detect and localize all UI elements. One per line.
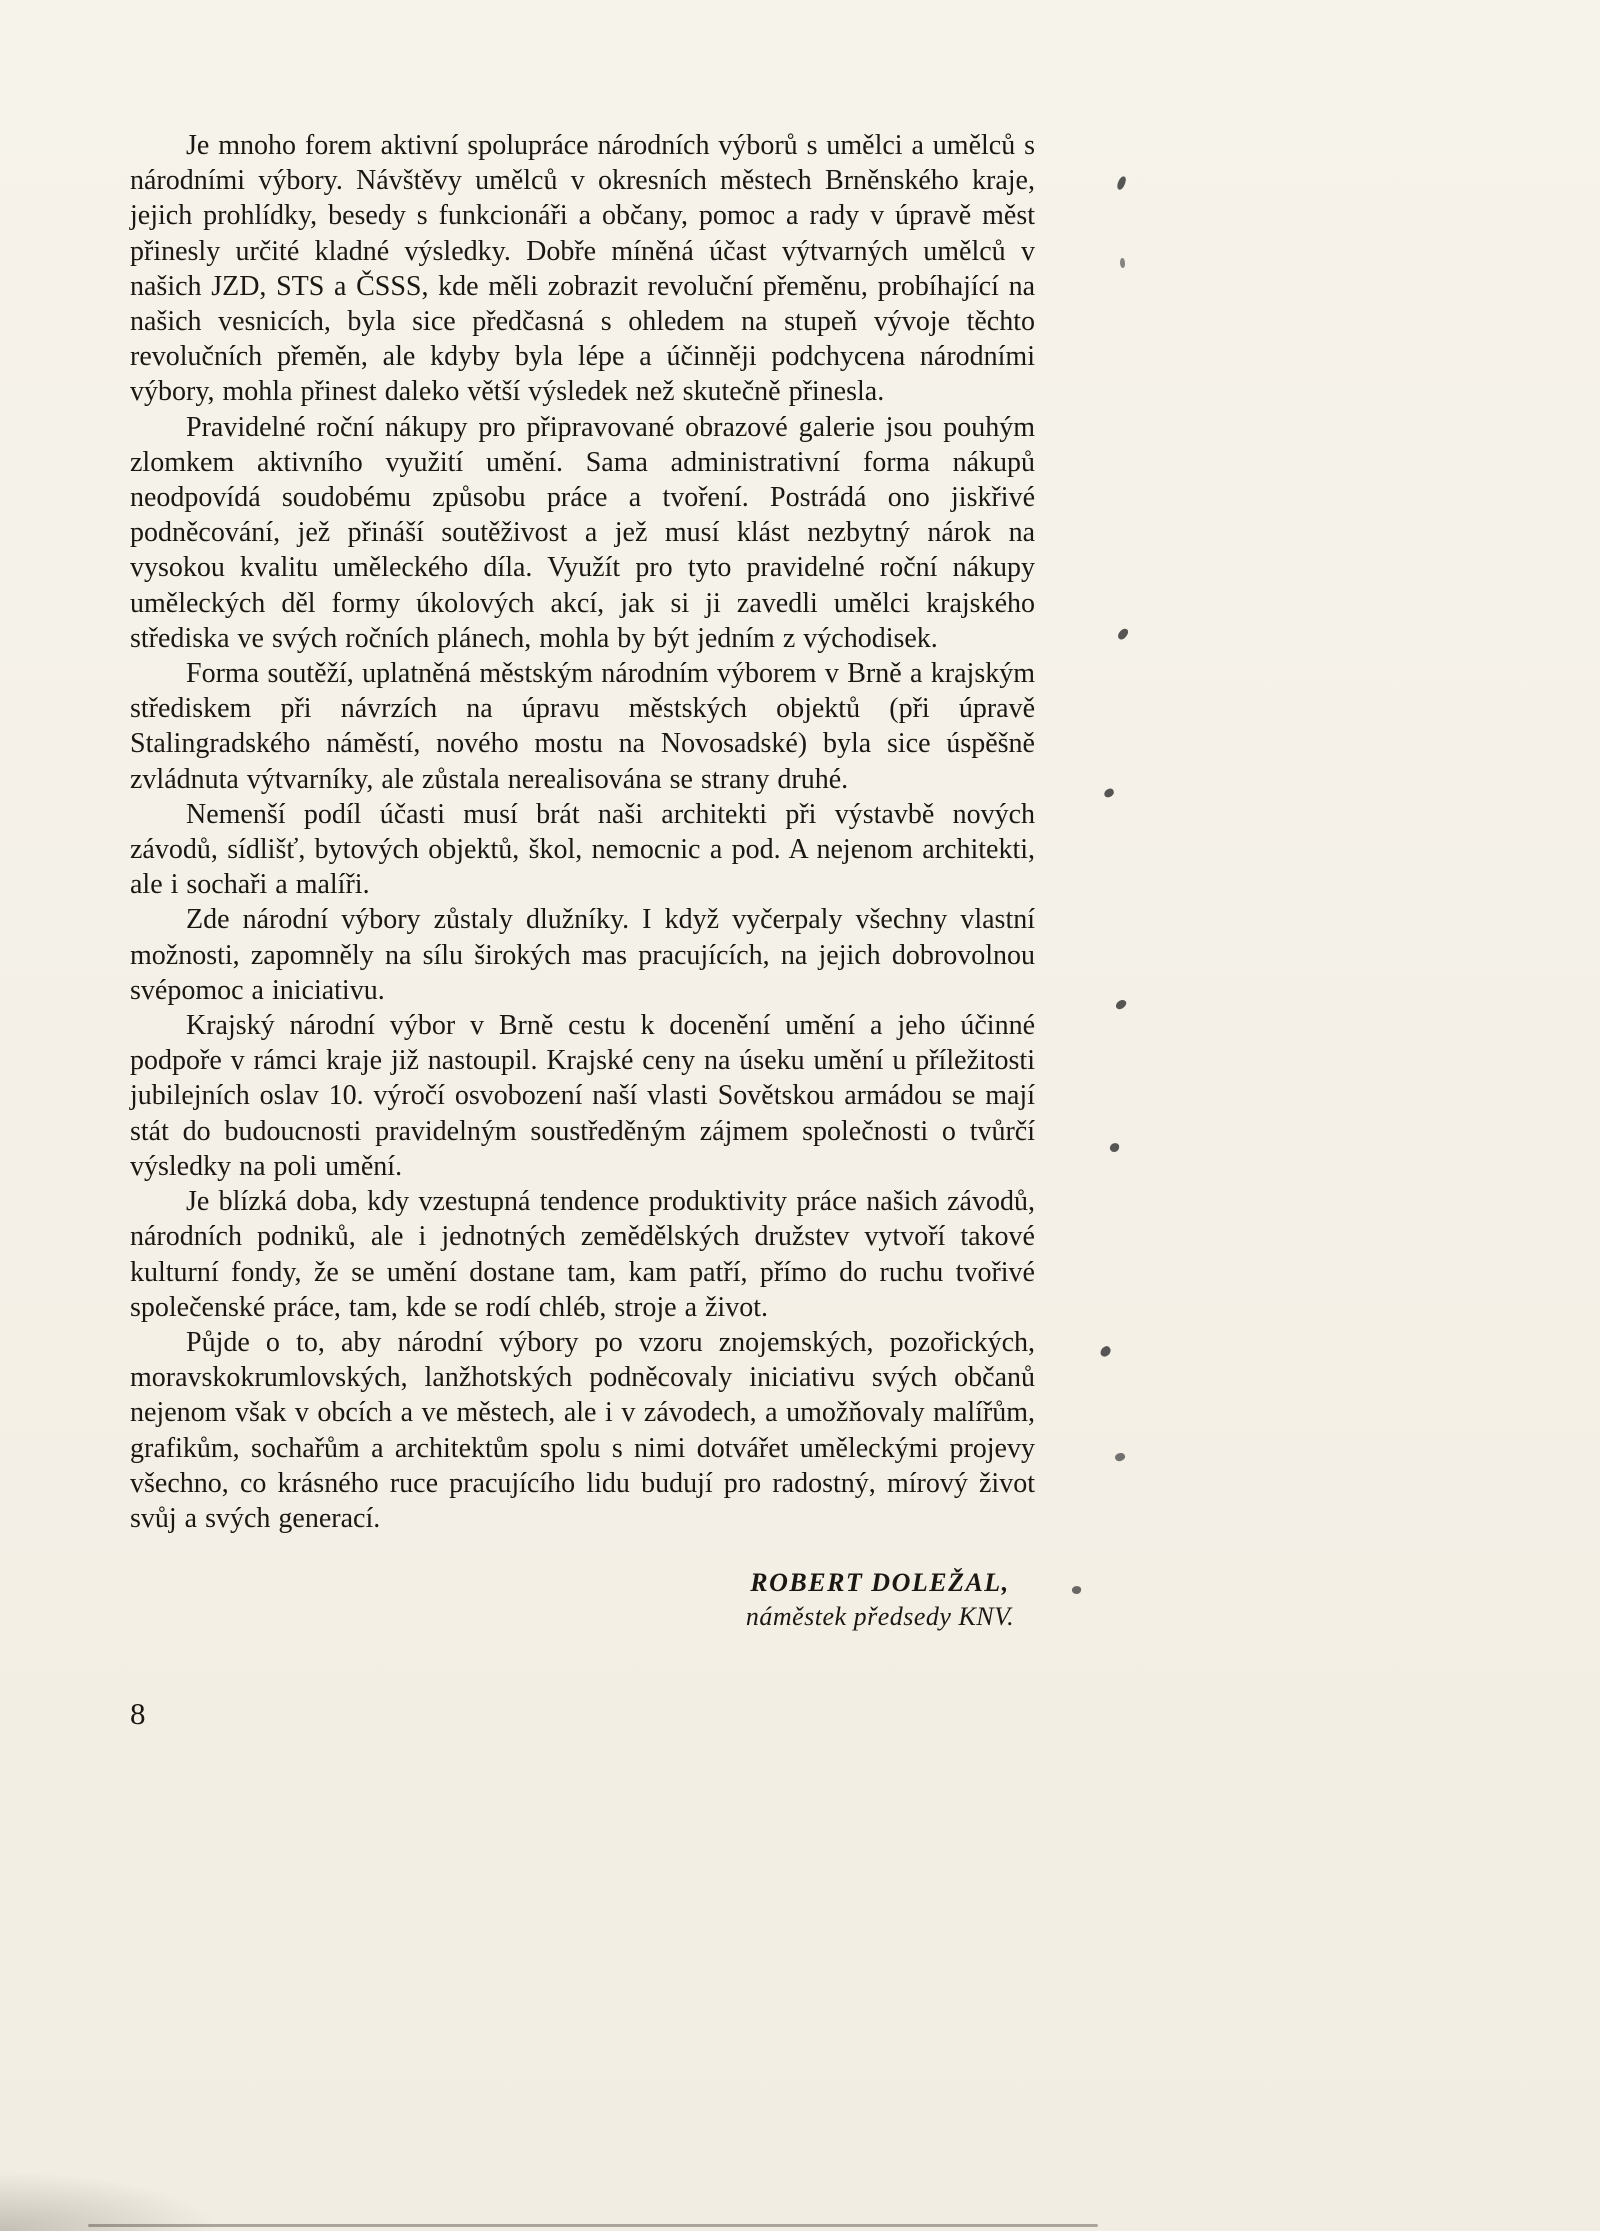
ink-speck xyxy=(1114,1451,1127,1463)
paragraph: Forma soutěží, uplatněná městským národním výborem v Brně a krajským střediskem při návrzích na úpravu městských objektů (při úpravě Stalingradského náměstí, nového mostu na Novosadské) byla sice úspěšně zvládnuta výtvarníky, ale zůstala nerealisována se strany druhé. xyxy=(130,658,1035,795)
scan-shadow xyxy=(0,2171,220,2231)
page-number: 8 xyxy=(130,1696,146,1732)
signature-role: náměstek předsedy KNV. xyxy=(745,1602,1015,1632)
ink-speck xyxy=(1103,788,1115,799)
ink-speck xyxy=(1109,1142,1119,1152)
paragraph: Půjde o to, aby národní výbory po vzoru znojemských, pozořických, moravskokrumlovských, lanžhotských podněcovaly iniciativu svých občanů nejenom však v obcích a ve městech, ale i v závodech, a umožňovaly malířům, grafikům, sochařům a architektům spolu s nimi dotvářet uměleckými projevy všechno, co krásného ruce pracujícího lidu budují pro radostný, mírový život svůj a svých generací. xyxy=(130,1326,1035,1534)
paragraph: Je blízká doba, kdy vzestupná tendence produktivity práce našich závodů, národních podniků, ale i jednotných zemědělských družstev vytvoří takové kulturní fondy, že se umění dostane tam, kam patří, přímo do ruchu tvořivé společenské práce, tam, kde se rodí chléb, stroje a život. xyxy=(130,1186,1035,1323)
ink-speck xyxy=(1071,1585,1082,1595)
paragraph: Je mnoho forem aktivní spolupráce národních výborů s umělci a umělců s národními výbory. Návštěvy umělců v okresních městech Brněnského kraje, jejich prohlídky, besedy s funkcionáři a občany, pomoc a rady v úpravě měst přinesly určité kladné výsledky. Dobře míněná účast výtvarných umělců v našich JZD, STS a ČSSS, kde měli zobrazit revoluční přeměnu, probíhající na našich vesnicích, byla sice předčasná s ohledem na stupeň vývoje těchto revolučních přeměn, ale kdyby byla lépe a účinněji podchycena národními výbory, mohla přinest daleko větší výsledek než skutečně přinesla. xyxy=(130,130,1035,408)
text-body xyxy=(130,128,1035,1536)
paragraph: Pravidelné roční nákupy pro připravované obrazové galerie jsou pouhým zlomkem aktivního využití umění. Sama administrativní forma nákupů neodpovídá soudobému způsobu práce a tvoření. Postrádá ono jiskřivé podněcování, jež přináší soutěživost a jež musí klást nezbytný nárok na vysokou kvalitu uměleckého díla. Využít pro tyto pravidelné roční nákupy uměleckých děl formy úkolových akcí, jak si ji zavedli umělci krajského střediska ve svých ročních plánech, mohla by být jedním z východisek. xyxy=(130,411,1035,654)
ink-speck xyxy=(1119,258,1125,269)
ink-speck xyxy=(1098,1345,1112,1359)
ink-speck xyxy=(1116,627,1129,641)
paragraph: Nemenší podíl účasti musí brát naši architekti při výstavbě nových závodů, sídlišť, bytových objektů, škol, nemocnic a pod. A nejenom architekti, ale i sochaři a malíři. xyxy=(130,798,1035,901)
signature-name: ROBERT DOLEŽAL, xyxy=(750,1568,1010,1598)
ink-speck xyxy=(1114,998,1127,1011)
ink-speck xyxy=(1116,175,1127,190)
scan-edge xyxy=(88,2224,1098,2227)
paragraph: Krajský národní výbor v Brně cestu k docenění umění a jeho účinné podpoře v rámci kraje již nastoupil. Krajské ceny na úseku umění u příležitosti jubilejních oslav 10. výročí osvobození naší vlasti Sovětskou armádou se mají stát do budoucnosti pravidelným soustředěným zájmem společnosti o tvůrčí výsledky na poli umění. xyxy=(130,1010,1035,1182)
paragraph: Zde národní výbory zůstaly dlužníky. I když vyčerpaly všechny vlastní možnosti, zapomněly na sílu širokých mas pracujících, na jejich dobrovolnou svépomoc a iniciativu. xyxy=(130,904,1035,1006)
signature-block xyxy=(690,1566,1070,1634)
